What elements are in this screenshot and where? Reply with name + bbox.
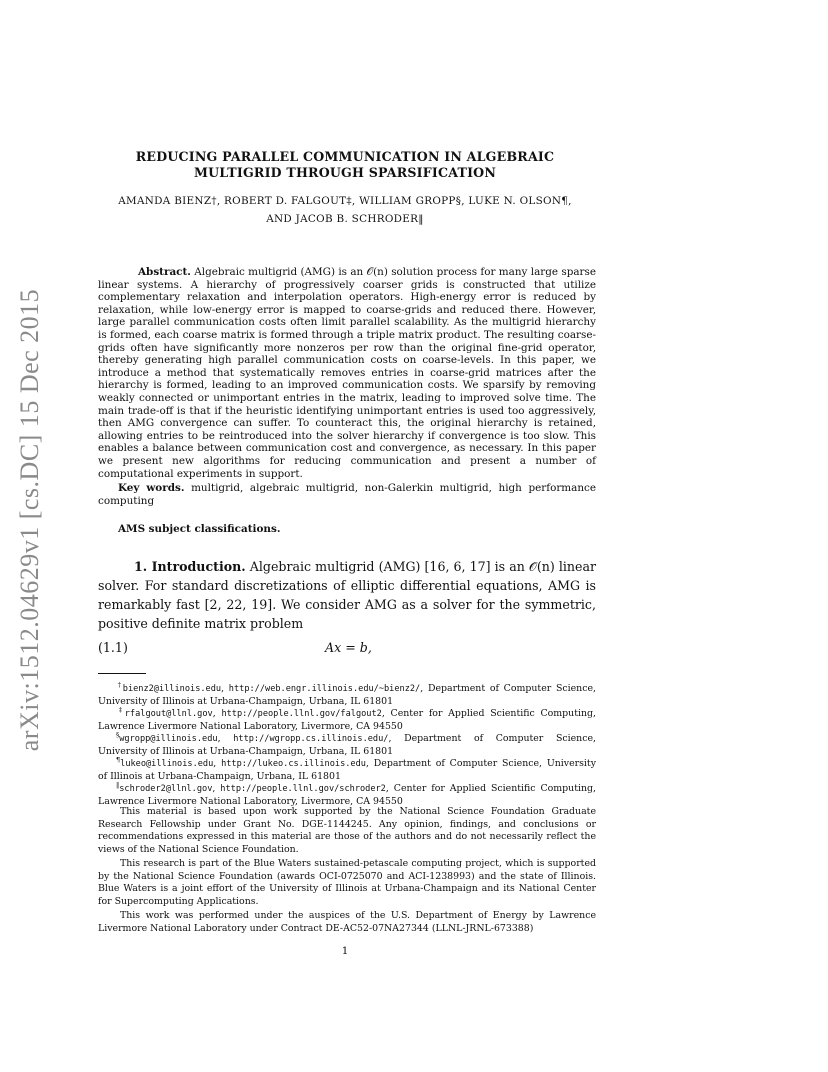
acknowledgment-nsf-text: This material is based upon work supported by the National Science Foundation Graduate Research Fellowship under Grant No. DGE-1144245. Any opinion, findings, and conclusions or recommendations expressed in this material are those of the authors and do not necessarily reflect the views of the National Science Foundation. (98, 806, 596, 855)
footnote-mark: † (116, 681, 123, 689)
arxiv-identifier-text: arXiv:1512.04629v1 [cs.DC] 15 Dec 2015 (15, 288, 44, 752)
footnote-3: §wgropp@illinois.edu, http://wgropp.cs.illinois.edu/, Department of Computer Science, University of Illinois at Urbana-Champaign, Urbana, IL 61801 (98, 731, 596, 757)
arxiv-identifier (10, 280, 50, 760)
acknowledgment-blue-waters (98, 858, 596, 908)
abstract-label: Abstract. (138, 266, 191, 278)
title-line-2: MULTIGRID THROUGH SPARSIFICATION (193, 165, 497, 180)
introduction (98, 557, 596, 633)
footnote-email[interactable]: schroder2@llnl.gov (119, 784, 213, 795)
equation: Ax = b, (325, 640, 372, 655)
paper-title (0, 149, 690, 181)
footnote-mark: ‡ (116, 706, 125, 714)
intro-text: Algebraic multigrid (AMG) [16, 6, 17] is an 𝒪(n) linear solver. For standard discretizations of elliptic differential equations, AMG is remarkably fast [2, 22, 19]. We consider AMG as a solver for the symmetric, positive definite matrix problem (98, 559, 596, 631)
acknowledgment-nsf (98, 806, 596, 856)
title-line-1: REDUCING PARALLEL COMMUNICATION IN ALGEBRAIC (135, 149, 555, 164)
acknowledgment-doe-text: This work was performed under the auspices of the U.S. Department of Energy by Lawrence Livermore National Laboratory under Contract DE-AC52-07NA27344 (LLNL-JRNL-673388) (98, 910, 596, 934)
ams-classifications: AMS subject classifications. (118, 523, 281, 535)
footnote-email[interactable]: wgropp@illinois.edu (119, 734, 218, 745)
footnote-text: , Department of Computer Science, University of Illinois at Urbana-Champaign, Urbana, IL 61801 (98, 758, 596, 782)
footnote-url[interactable]: http://web.engr.illinois.edu/~bienz2/ (228, 684, 421, 695)
footnote-email[interactable]: rfalgout@llnl.gov (124, 709, 213, 720)
footnote-mark: ‖ (116, 781, 120, 789)
footnote-2: ‡rfalgout@llnl.gov, http://people.llnl.gov/falgout2, Center for Applied Scientific Computing, Lawrence Livermore National Laboratory, Livermore, CA 94550 (98, 706, 596, 732)
authors-line-2: AND JACOB B. SCHRODER‖ (266, 213, 424, 225)
footnote-rule (98, 673, 146, 674)
footnote-1: †bienz2@illinois.edu, http://web.engr.illinois.edu/~bienz2/, Department of Computer Science, University of Illinois at Urbana-Champaign, Urbana, IL 61801 (98, 681, 596, 707)
author-list (0, 192, 690, 228)
footnote-url[interactable]: http://wgropp.cs.illinois.edu/ (233, 734, 389, 745)
acknowledgment-blue-waters-text: This research is part of the Blue Waters sustained-petascale computing project, which is supported by the National Science Foundation (awards OCI-0725070 and ACI-1238993) and the state of Illinois. Blue Waters is a joint effort of the University of Illinois at Urbana-Champaign and its National Center for Supercomputing Applications. (98, 858, 596, 907)
footnote-email[interactable]: bienz2@illinois.edu (122, 684, 222, 695)
footnote-url[interactable]: http://people.llnl.gov/falgout2 (221, 709, 382, 720)
keywords-text: multigrid, algebraic multigrid, non-Galerkin multigrid, high performance computing (98, 482, 596, 507)
footnote-email[interactable]: lukeo@illinois.edu (120, 759, 214, 770)
keywords (98, 482, 596, 508)
abstract (98, 266, 596, 480)
equation-number: (1.1) (98, 640, 128, 655)
footnote-mark: ¶ (116, 756, 121, 764)
footnote-4: ¶lukeo@illinois.edu, http://lukeo.cs.illinois.edu, Department of Computer Science, University of Illinois at Urbana-Champaign, Urbana, IL 61801 (98, 756, 596, 782)
abstract-text: Algebraic multigrid (AMG) is an 𝒪(n) solution process for many large sparse linear systems. A hierarchy of progressively coarser grids is constructed that utilize complementary relaxation and interpolation operators. High-energy error is reduced by relaxation, while low-energy error is mapped to coarse-grids and reduced there. However, large parallel communication costs often limit parallel scalability. As the multigrid hierarchy is formed, each coarse matrix is formed through a triple matrix product. The resulting coarse-grids often have significantly more nonzeros per row than the original fine-grid operator, thereby generating high parallel communication costs on coarse-levels. In this paper, we introduce a method that systematically removes entries in coarse-grid matrices after the hierarchy is formed, leading to an improved communication costs. We sparsify by removing weakly connected or unimportant entries in the matrix, leading to improved solve time. The main trade-off is that if the heuristic identifying unimportant entries is used too aggressively, then AMG convergence can suffer. To counteract this, the original hierarchy is retained, allowing entries to be reintroduced into the solver hierarchy if convergence is too slow. This enables a balance between communication cost and convergence, as necessary. In this paper we present new algorithms for reducing communication and present a number of computational experiments in support. (98, 266, 596, 480)
footnote-text: , Department of Computer Science, University of Illinois at Urbana-Champaign, Urbana, IL 61801 (98, 733, 596, 757)
footnote-mark: § (116, 731, 120, 739)
acknowledgment-doe (98, 910, 596, 935)
footnote-url[interactable]: http://lukeo.cs.illinois.edu (221, 759, 366, 770)
footnote-text: , Center for Applied Scientific Computing, Lawrence Livermore National Laboratory, Livermore, CA 94550 (98, 783, 596, 807)
footnote-text: , Department of Computer Science, University of Illinois at Urbana-Champaign, Urbana, IL 61801 (98, 683, 596, 707)
footnote-5: ‖schroder2@llnl.gov, http://people.llnl.gov/schroder2, Center for Applied Scientific Computing, Lawrence Livermore National Laboratory, Livermore, CA 94550 (98, 781, 596, 807)
authors-line-1: AMANDA BIENZ†, ROBERT D. FALGOUT‡, WILLIAM GROPP§, LUKE N. OLSON¶, (118, 195, 572, 207)
intro-heading: 1. Introduction. (134, 559, 246, 574)
footnote-url[interactable]: http://people.llnl.gov/schroder2 (220, 784, 386, 795)
keywords-label: Key words. (118, 482, 185, 494)
page-number: 1 (341, 945, 349, 957)
footnote-text: , Center for Applied Scientific Computing, Lawrence Livermore National Laboratory, Livermore, CA 94550 (98, 708, 596, 732)
